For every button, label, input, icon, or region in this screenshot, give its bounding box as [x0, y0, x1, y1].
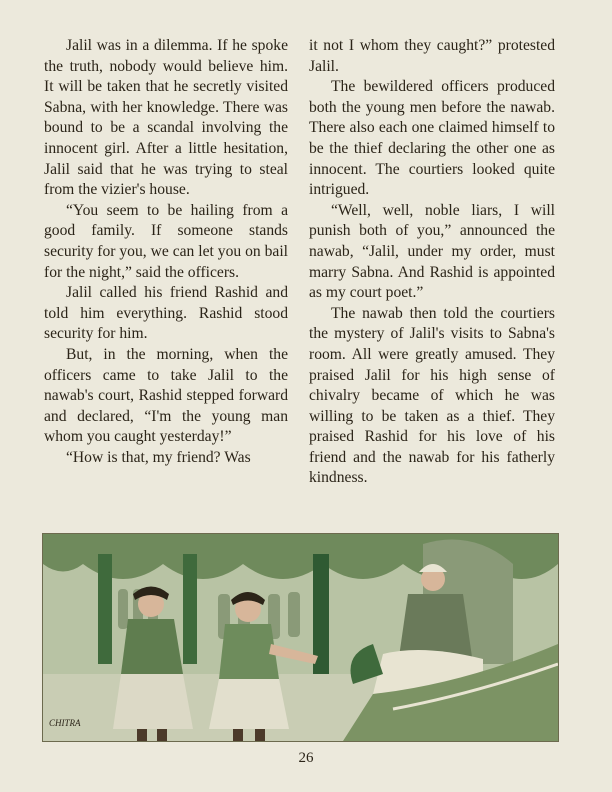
paragraph: “You seem to be hailing from a good family. If someone stands security for you, we can let you on bail for the night,” said the officers.	[44, 201, 288, 281]
paragraph: Jalil called his friend Rashid and told him everything. Rashid stood security for him.	[44, 284, 288, 343]
left-text-column	[44, 36, 288, 468]
paragraph: The bewildered officers produced both the young men before the nawab. There also each one claimed himself to be the thief declaring the other one as innocent. The courtiers looked quite intrigued.	[309, 78, 555, 199]
paragraph: “Well, well, noble liars, I will punish both of you,” announced the nawab, “Jalil, under my order, must marry Sabna. And Rashid is appointed as my court poet.”	[309, 201, 555, 302]
page-number: 26	[298, 750, 314, 766]
paragraph: “How is that, my friend? Was	[66, 448, 251, 466]
paragraph: The nawab then told the courtiers the mystery of Jalil's visits to Sabna's room. All were greatly amused. They praised Jalil for his high sense of chivalry became of which he was willing to be taken as a thief. They praised Rashid for his love of his friend and the nawab for his fatherly kindness.	[309, 304, 555, 487]
paragraph: it not I whom they caught?” protested Jalil.	[309, 37, 555, 75]
court-scene-drawing	[43, 534, 558, 741]
artist-signature: CHITRA	[49, 718, 81, 728]
court-scene-illustration	[42, 533, 559, 742]
paragraph: But, in the morning, when the officers came to take Jalil to the nawab's court, Rashid stepped forward and declared, “I'm the young man whom you caught yesterday!”	[44, 345, 288, 446]
paragraph: Jalil was in a dilemma. If he spoke the truth, nobody would believe him. It will be taken that he secretly visited Sabna, with her knowledge. There was bound to be a scandal involving the innocent girl. After a little hesitation, Jalil said that he was trying to steal from the vizier's house.	[44, 37, 288, 199]
right-text-column	[309, 36, 555, 489]
